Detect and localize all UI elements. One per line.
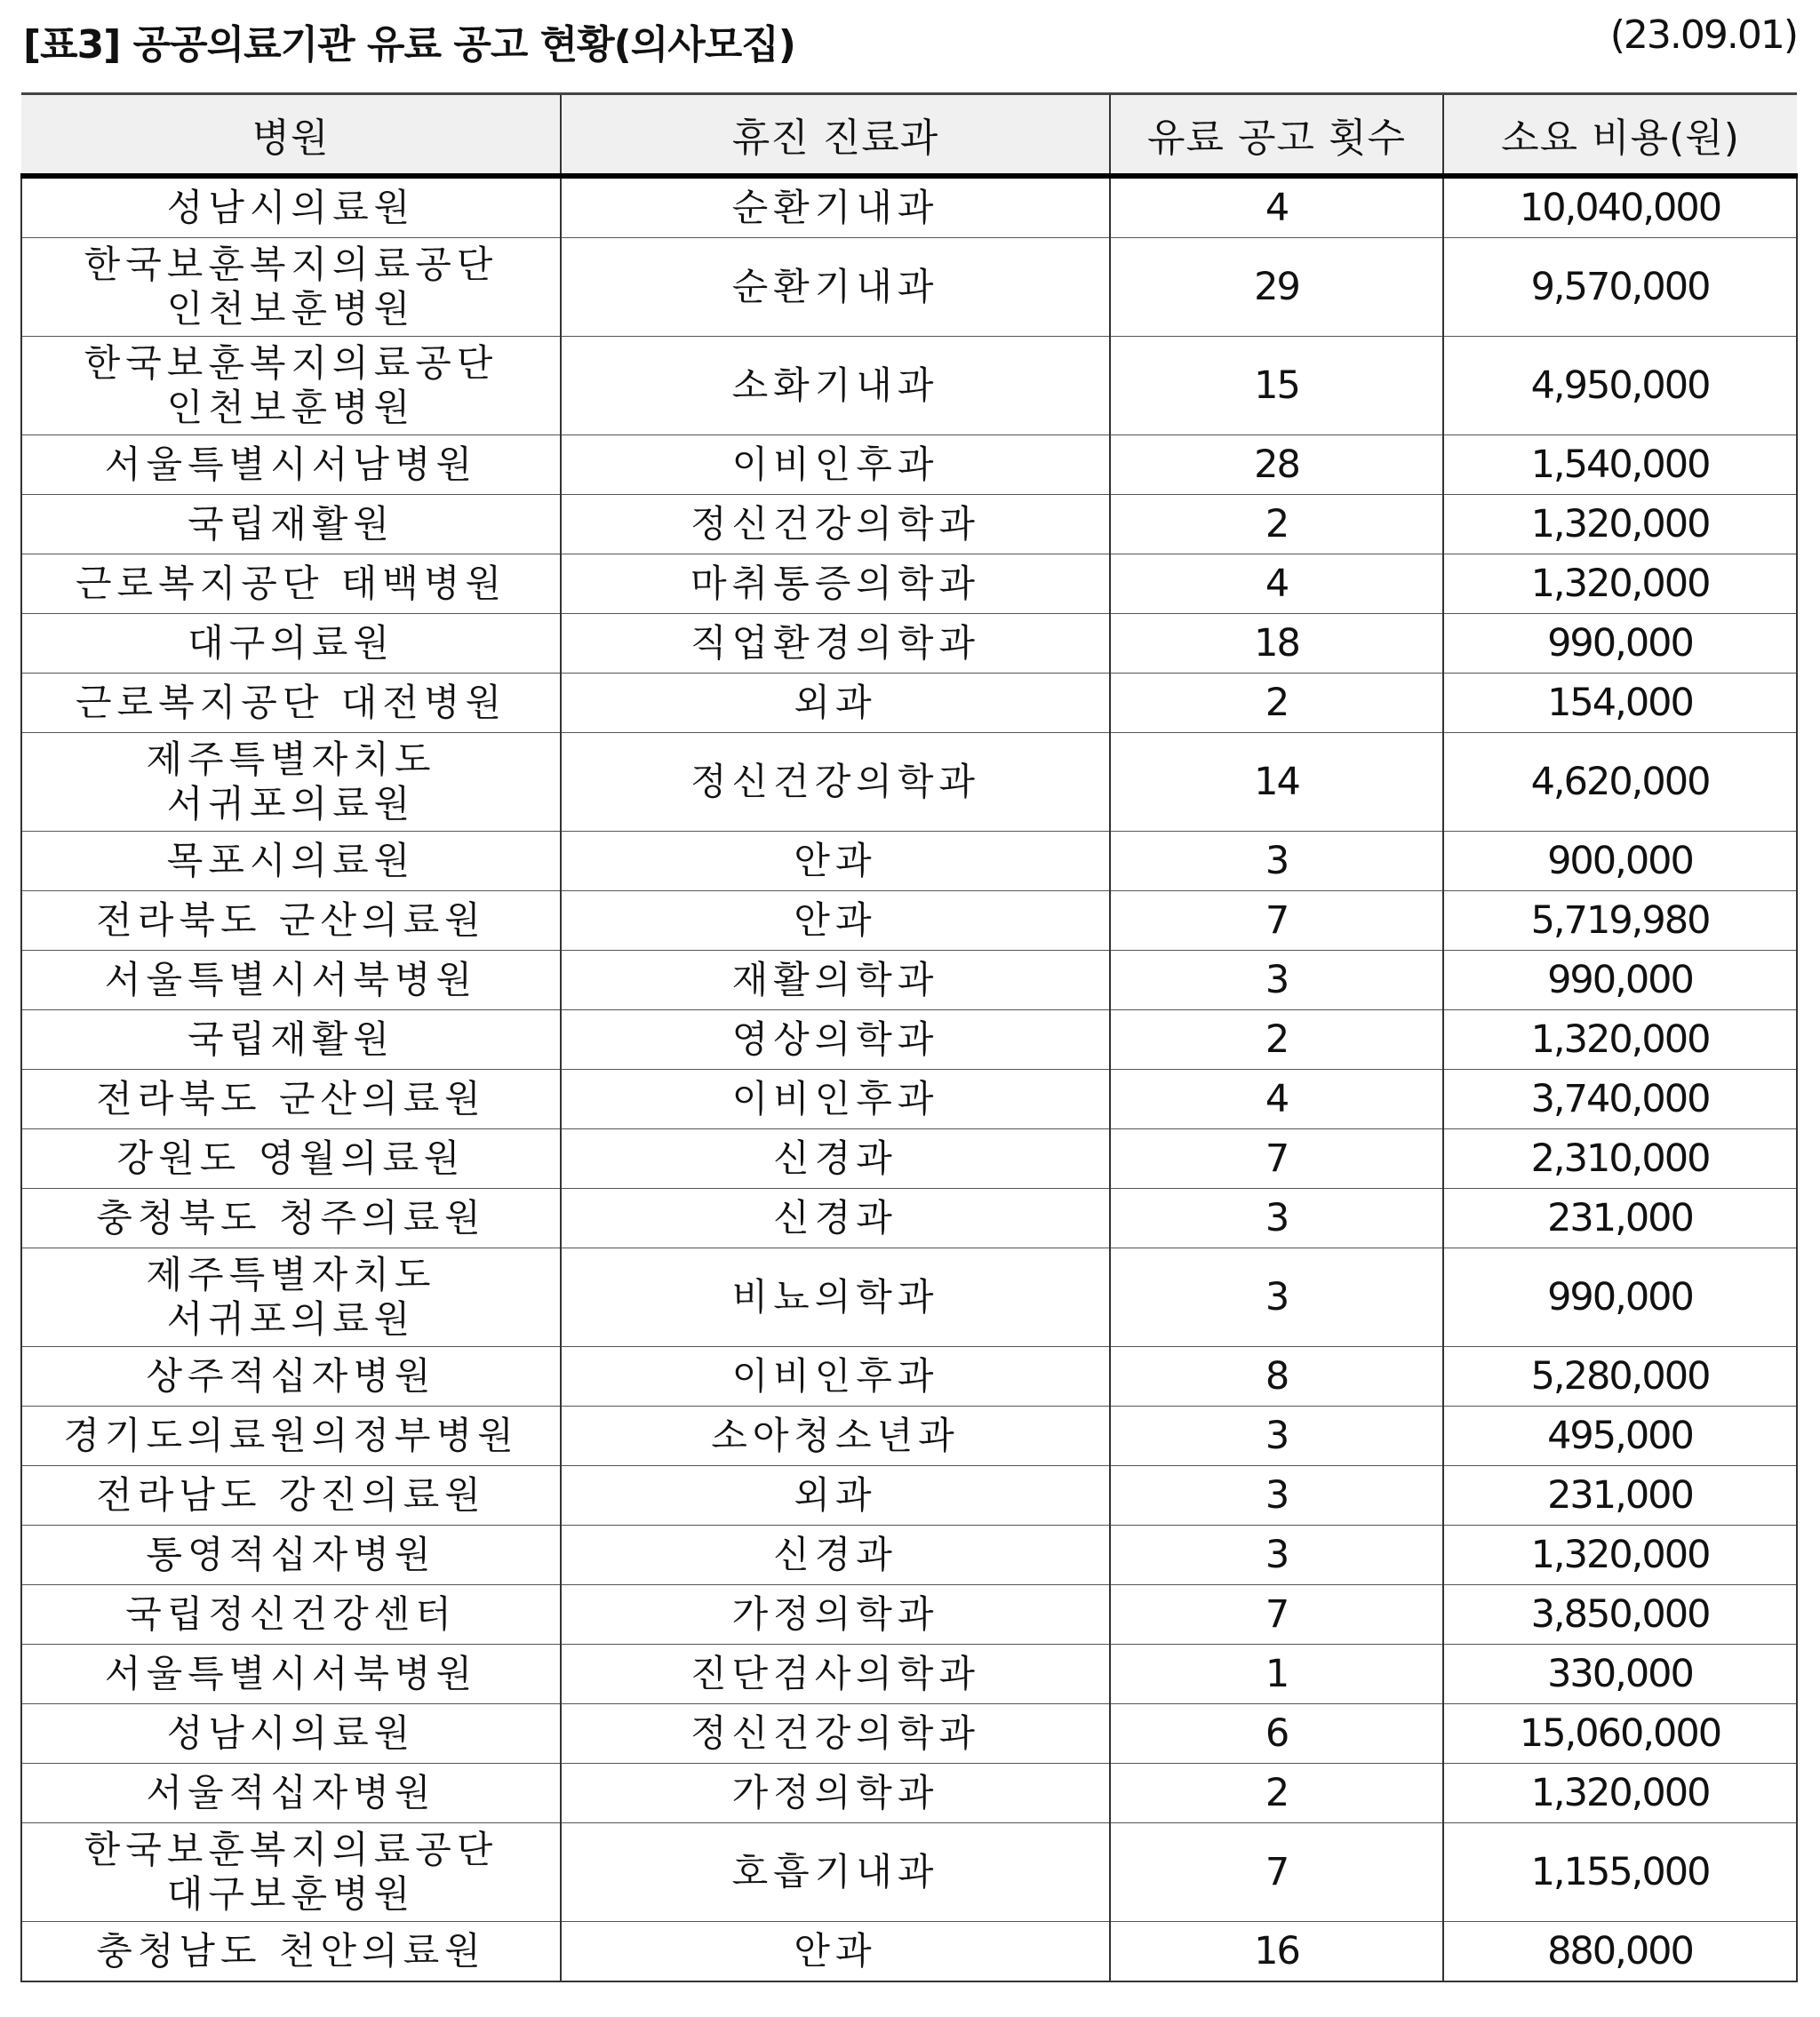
ad-count-cell: 2	[1110, 674, 1443, 733]
hospital-cell	[21, 1407, 561, 1466]
department-cell: 가정의학과	[561, 1764, 1110, 1823]
ad-count-cell: 7	[1110, 891, 1443, 951]
hospital-cell	[21, 832, 561, 891]
header-cost: 소요 비용(원)	[1443, 94, 1797, 177]
header-department: 휴진 진료과	[561, 94, 1110, 177]
table-row	[21, 1466, 1797, 1526]
hospital-name-line: 한국보훈복지의료공단	[84, 1828, 499, 1871]
department-cell: 신경과	[561, 1129, 1110, 1189]
ad-count-cell: 7	[1110, 1823, 1443, 1922]
cost-cell: 9,570,000	[1443, 238, 1797, 337]
cost-cell: 1,320,000	[1443, 495, 1797, 554]
table-row	[21, 614, 1797, 674]
department-cell: 이비인후과	[561, 1070, 1110, 1129]
cost-cell: 1,320,000	[1443, 1010, 1797, 1070]
hospital-cell	[21, 1645, 561, 1704]
department-cell: 정신건강의학과	[561, 1704, 1110, 1764]
hospital-name-line: 국립재활원	[188, 502, 395, 546]
hospital-name-line: 성남시의료원	[166, 1711, 416, 1755]
hospital-name-line: 전라남도 강진의료원	[96, 1473, 486, 1517]
ad-count-cell: 29	[1110, 238, 1443, 337]
hospital-cell	[21, 238, 561, 337]
department-cell: 안과	[561, 891, 1110, 951]
table-row	[21, 435, 1797, 495]
hospital-cell	[21, 1129, 561, 1189]
table-row	[21, 1248, 1797, 1347]
hospital-cell	[21, 1526, 561, 1585]
hospital-cell	[21, 1466, 561, 1526]
cost-cell: 3,740,000	[1443, 1070, 1797, 1129]
department-cell: 신경과	[561, 1526, 1110, 1585]
ad-count-cell: 3	[1110, 1189, 1443, 1248]
table-row	[21, 238, 1797, 337]
cost-cell: 2,310,000	[1443, 1129, 1797, 1189]
ad-count-cell: 2	[1110, 495, 1443, 554]
cost-cell: 154,000	[1443, 674, 1797, 733]
ad-count-cell: 6	[1110, 1704, 1443, 1764]
hospital-cell	[21, 1189, 561, 1248]
department-cell: 안과	[561, 832, 1110, 891]
ad-count-cell: 28	[1110, 435, 1443, 495]
table-row	[21, 1189, 1797, 1248]
department-cell: 이비인후과	[561, 435, 1110, 495]
table-row	[21, 1585, 1797, 1645]
table-row	[21, 1129, 1797, 1189]
hospital-ad-table	[20, 92, 1798, 1982]
hospital-name-line: 인천보훈병원	[166, 287, 416, 331]
cost-cell: 900,000	[1443, 832, 1797, 891]
hospital-name-line: 근로복지공단 태백병원	[75, 562, 507, 605]
table-row	[21, 1347, 1797, 1407]
hospital-cell	[21, 733, 561, 832]
hospital-cell	[21, 1070, 561, 1129]
ad-count-cell: 3	[1110, 1466, 1443, 1526]
hospital-name-line: 전라북도 군산의료원	[96, 1077, 486, 1120]
table-row	[21, 1823, 1797, 1922]
hospital-cell	[21, 435, 561, 495]
department-cell: 외과	[561, 1466, 1110, 1526]
cost-cell: 231,000	[1443, 1466, 1797, 1526]
hospital-cell	[21, 1347, 561, 1407]
hospital-name-line: 서울특별시서남병원	[104, 442, 478, 486]
header-hospital: 병원	[21, 94, 561, 177]
hospital-name-line: 상주적십자병원	[146, 1354, 436, 1398]
table-row	[21, 1070, 1797, 1129]
table-row	[21, 176, 1797, 238]
table-row	[21, 1010, 1797, 1070]
table-row	[21, 951, 1797, 1010]
hospital-name-line: 전라북도 군산의료원	[96, 898, 486, 942]
cost-cell: 880,000	[1443, 1922, 1797, 1982]
ad-count-cell: 4	[1110, 1070, 1443, 1129]
cost-cell: 1,320,000	[1443, 1526, 1797, 1585]
ad-count-cell: 4	[1110, 176, 1443, 238]
cost-cell: 1,540,000	[1443, 435, 1797, 495]
department-cell: 호흡기내과	[561, 1823, 1110, 1922]
hospital-name-line: 국립정신건강센터	[125, 1592, 457, 1636]
table-row	[21, 1526, 1797, 1585]
cost-cell: 231,000	[1443, 1189, 1797, 1248]
cost-cell: 15,060,000	[1443, 1704, 1797, 1764]
hospital-cell	[21, 1704, 561, 1764]
table-row	[21, 1922, 1797, 1982]
table-row	[21, 495, 1797, 554]
table-row	[21, 1645, 1797, 1704]
department-cell: 정신건강의학과	[561, 495, 1110, 554]
hospital-cell	[21, 1248, 561, 1347]
department-cell: 진단검사의학과	[561, 1645, 1110, 1704]
hospital-name-line: 서울적십자병원	[146, 1771, 436, 1814]
department-cell: 외과	[561, 674, 1110, 733]
department-cell: 순환기내과	[561, 176, 1110, 238]
hospital-cell	[21, 1922, 561, 1982]
hospital-cell	[21, 614, 561, 674]
department-cell: 비뇨의학과	[561, 1248, 1110, 1347]
hospital-name-line: 인천보훈병원	[166, 386, 416, 429]
table-row	[21, 554, 1797, 614]
header-row	[21, 94, 1797, 177]
ad-count-cell: 2	[1110, 1764, 1443, 1823]
hospital-cell	[21, 891, 561, 951]
ad-count-cell: 3	[1110, 1248, 1443, 1347]
hospital-cell	[21, 337, 561, 435]
hospital-cell	[21, 1823, 561, 1922]
hospital-name-line: 목포시의료원	[166, 839, 416, 882]
table-row	[21, 1407, 1797, 1466]
department-cell: 가정의학과	[561, 1585, 1110, 1645]
department-cell: 정신건강의학과	[561, 733, 1110, 832]
ad-count-cell: 3	[1110, 951, 1443, 1010]
hospital-name-line: 한국보훈복지의료공단	[84, 243, 499, 286]
table-title: [표3] 공공의료기관 유료 공고 현황(의사모집)	[23, 22, 795, 68]
hospital-cell	[21, 495, 561, 554]
table-row	[21, 1704, 1797, 1764]
ad-count-cell: 7	[1110, 1129, 1443, 1189]
cost-cell: 495,000	[1443, 1407, 1797, 1466]
hospital-name-line: 서울특별시서북병원	[104, 958, 478, 1001]
hospital-cell	[21, 1585, 561, 1645]
ad-count-cell: 3	[1110, 832, 1443, 891]
cost-cell: 1,155,000	[1443, 1823, 1797, 1922]
hospital-name-line: 서울특별시서북병원	[104, 1652, 478, 1695]
hospital-name-line: 대구보훈병원	[166, 1872, 416, 1916]
header-ad-count: 유료 공고 횟수	[1110, 94, 1443, 177]
hospital-name-line: 통영적십자병원	[146, 1533, 436, 1576]
cost-cell: 1,320,000	[1443, 554, 1797, 614]
cost-cell: 990,000	[1443, 614, 1797, 674]
ad-count-cell: 8	[1110, 1347, 1443, 1407]
cost-cell: 330,000	[1443, 1645, 1797, 1704]
cost-cell: 4,620,000	[1443, 733, 1797, 832]
hospital-cell	[21, 1010, 561, 1070]
hospital-cell	[21, 554, 561, 614]
hospital-name-line: 근로복지공단 대전병원	[75, 681, 507, 724]
hospital-name-line: 성남시의료원	[166, 186, 416, 229]
hospital-name-line: 국립재활원	[188, 1017, 395, 1061]
ad-count-cell: 2	[1110, 1010, 1443, 1070]
cost-cell: 3,850,000	[1443, 1585, 1797, 1645]
ad-count-cell: 7	[1110, 1585, 1443, 1645]
hospital-name-line: 한국보훈복지의료공단	[84, 341, 499, 385]
department-cell: 안과	[561, 1922, 1110, 1982]
hospital-cell	[21, 951, 561, 1010]
department-cell: 소아청소년과	[561, 1407, 1110, 1466]
table-row	[21, 674, 1797, 733]
department-cell: 직업환경의학과	[561, 614, 1110, 674]
cost-cell: 5,280,000	[1443, 1347, 1797, 1407]
ad-count-cell: 1	[1110, 1645, 1443, 1704]
cost-cell: 990,000	[1443, 1248, 1797, 1347]
hospital-name-line: 강원도 영월의료원	[116, 1136, 466, 1180]
table-date: (23.09.01)	[1609, 12, 1797, 58]
table-row	[21, 337, 1797, 435]
table-row	[21, 832, 1797, 891]
hospital-name-line: 충청북도 청주의료원	[96, 1196, 486, 1240]
department-cell: 이비인후과	[561, 1347, 1110, 1407]
department-cell: 순환기내과	[561, 238, 1110, 337]
hospital-name-line: 서귀포의료원	[166, 1297, 416, 1341]
department-cell: 영상의학과	[561, 1010, 1110, 1070]
table-row	[21, 891, 1797, 951]
department-cell: 마취통증의학과	[561, 554, 1110, 614]
ad-count-cell: 3	[1110, 1407, 1443, 1466]
hospital-cell	[21, 674, 561, 733]
cost-cell: 990,000	[1443, 951, 1797, 1010]
ad-count-cell: 4	[1110, 554, 1443, 614]
cost-cell: 10,040,000	[1443, 176, 1797, 238]
ad-count-cell: 16	[1110, 1922, 1443, 1982]
ad-count-cell: 3	[1110, 1526, 1443, 1585]
table-row	[21, 1764, 1797, 1823]
cost-cell: 5,719,980	[1443, 891, 1797, 951]
department-cell: 소화기내과	[561, 337, 1110, 435]
ad-count-cell: 15	[1110, 337, 1443, 435]
hospital-name-line: 경기도의료원의정부병원	[63, 1414, 519, 1457]
ad-count-cell: 18	[1110, 614, 1443, 674]
hospital-name-line: 대구의료원	[188, 621, 395, 665]
hospital-cell	[21, 1764, 561, 1823]
hospital-name-line: 서귀포의료원	[166, 782, 416, 825]
hospital-name-line: 제주특별자치도	[146, 737, 436, 781]
hospital-name-line: 제주특별자치도	[146, 1253, 436, 1296]
table-row	[21, 733, 1797, 832]
ad-count-cell: 14	[1110, 733, 1443, 832]
department-cell: 재활의학과	[561, 951, 1110, 1010]
cost-cell: 4,950,000	[1443, 337, 1797, 435]
cost-cell: 1,320,000	[1443, 1764, 1797, 1823]
department-cell: 신경과	[561, 1189, 1110, 1248]
hospital-cell	[21, 176, 561, 238]
hospital-name-line: 충청남도 천안의료원	[96, 1929, 486, 1973]
